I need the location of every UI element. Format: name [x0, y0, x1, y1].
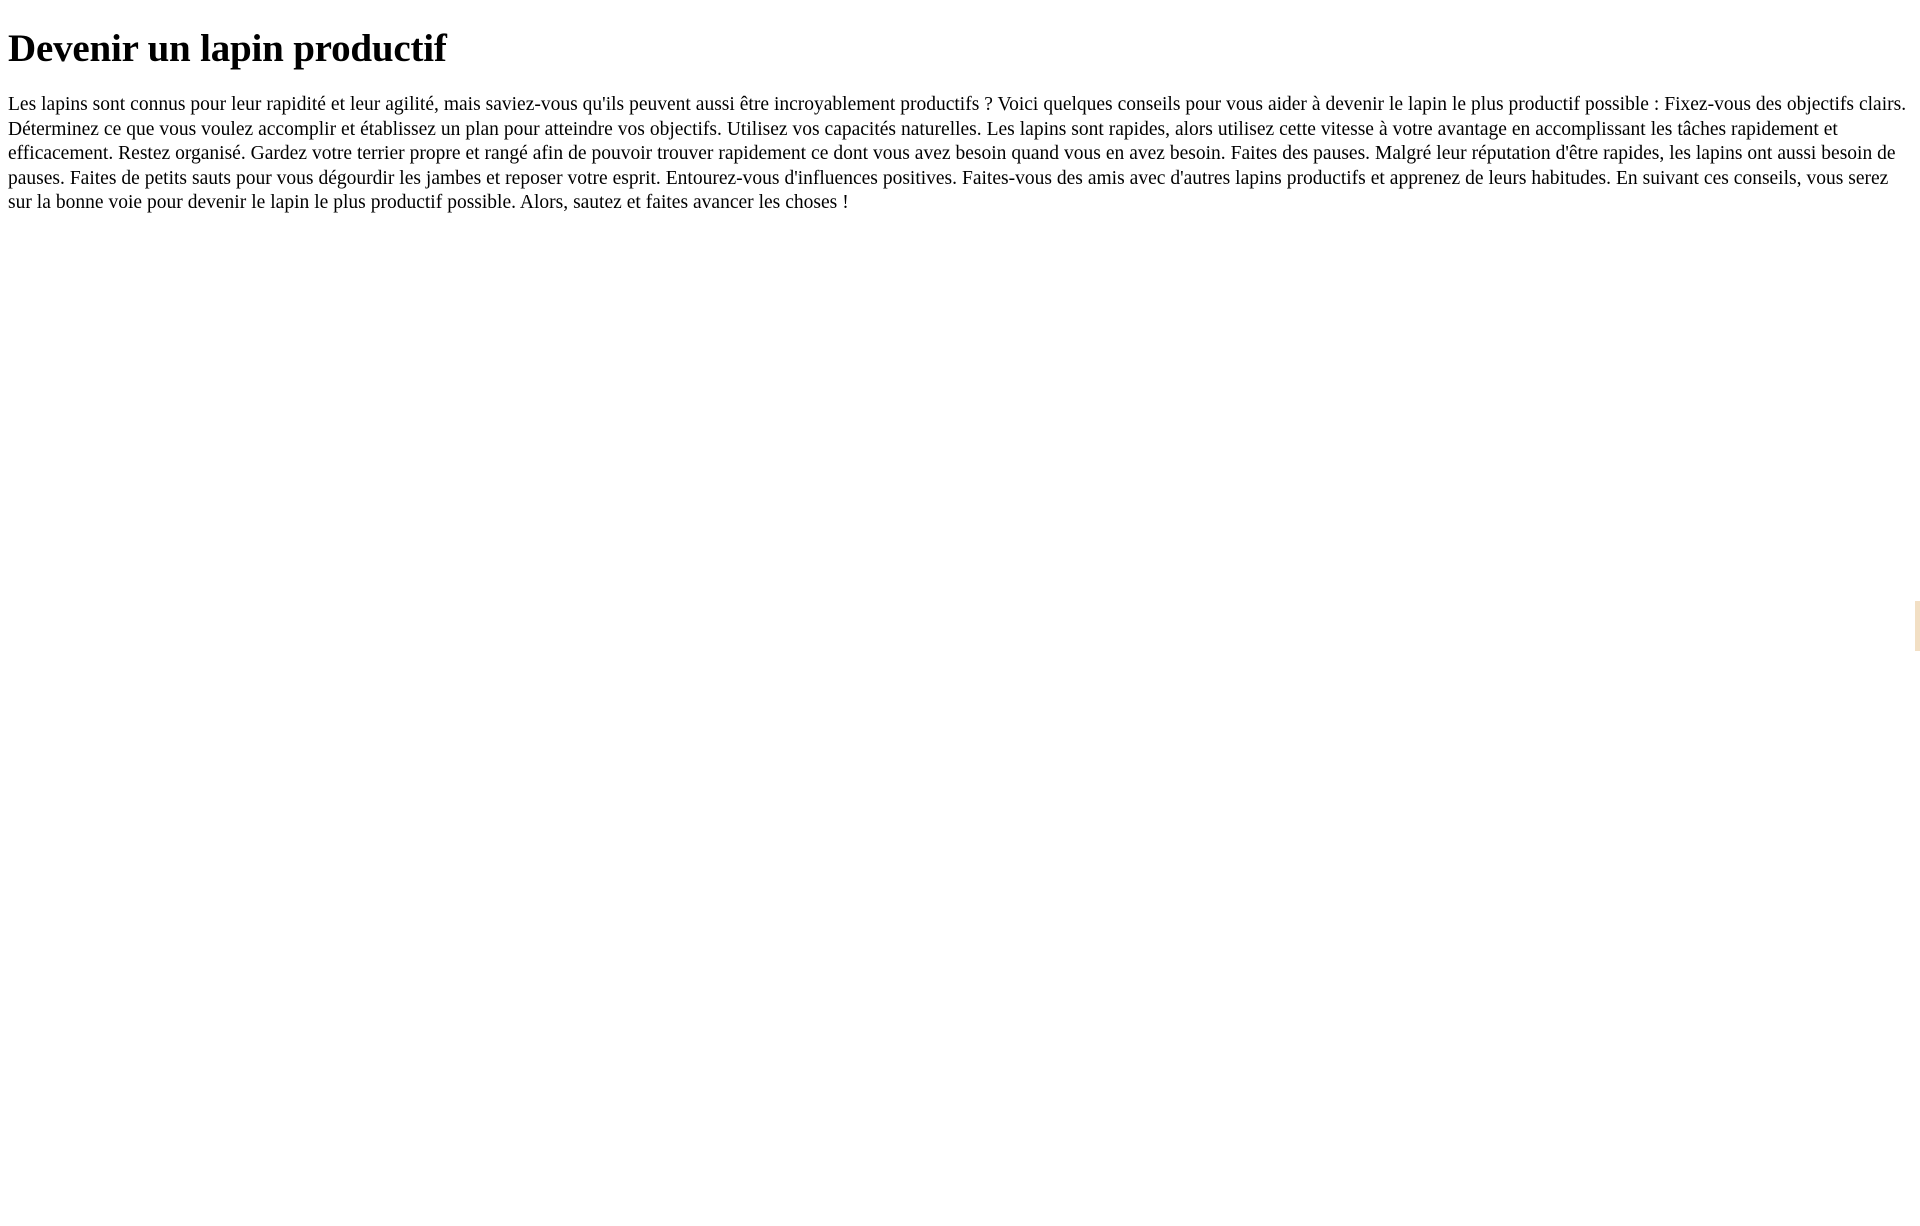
vertical-scrollbar-thumb[interactable]: [1915, 601, 1920, 651]
page-title: Devenir un lapin productif: [8, 27, 447, 70]
document-body-paragraph: Les lapins sont connus pour leur rapidité et leur agilité, mais saviez-vous qu'ils peuvent aussi être incroyablement productifs ? Voici quelques conseils pour vous aider à devenir le lapin le plus productif possible : Fixez-vous des objectifs clairs. Déterminez ce que vous voulez accomplir et établissez un plan pour atteindre vos objectifs. Utilisez vos capacités naturelles. Les lapins sont rapides, alors utilisez cette vitesse à votre avantage en accomplissant les tâches rapidement et efficacement. Restez organisé. Gardez votre terrier propre et rangé afin de pouvoir trouver rapidement ce dont vous avez besoin quand vous en avez besoin. Faites des pauses. Malgré leur réputation d'être rapides, les lapins ont aussi besoin de pauses. Faites de petits sauts pour vous dégourdir les jambes et reposer votre esprit. Entourez-vous d'influences positives. Faites-vous des amis avec d'autres lapins productifs et apprenez de leurs habitudes. En suivant ces conseils, vous serez sur la bonne voie pour devenir le lapin le plus productif possible. Alors, sautez et faites avancer les choses !: [8, 94, 1907, 214]
document-page: [0, 26, 1920, 216]
